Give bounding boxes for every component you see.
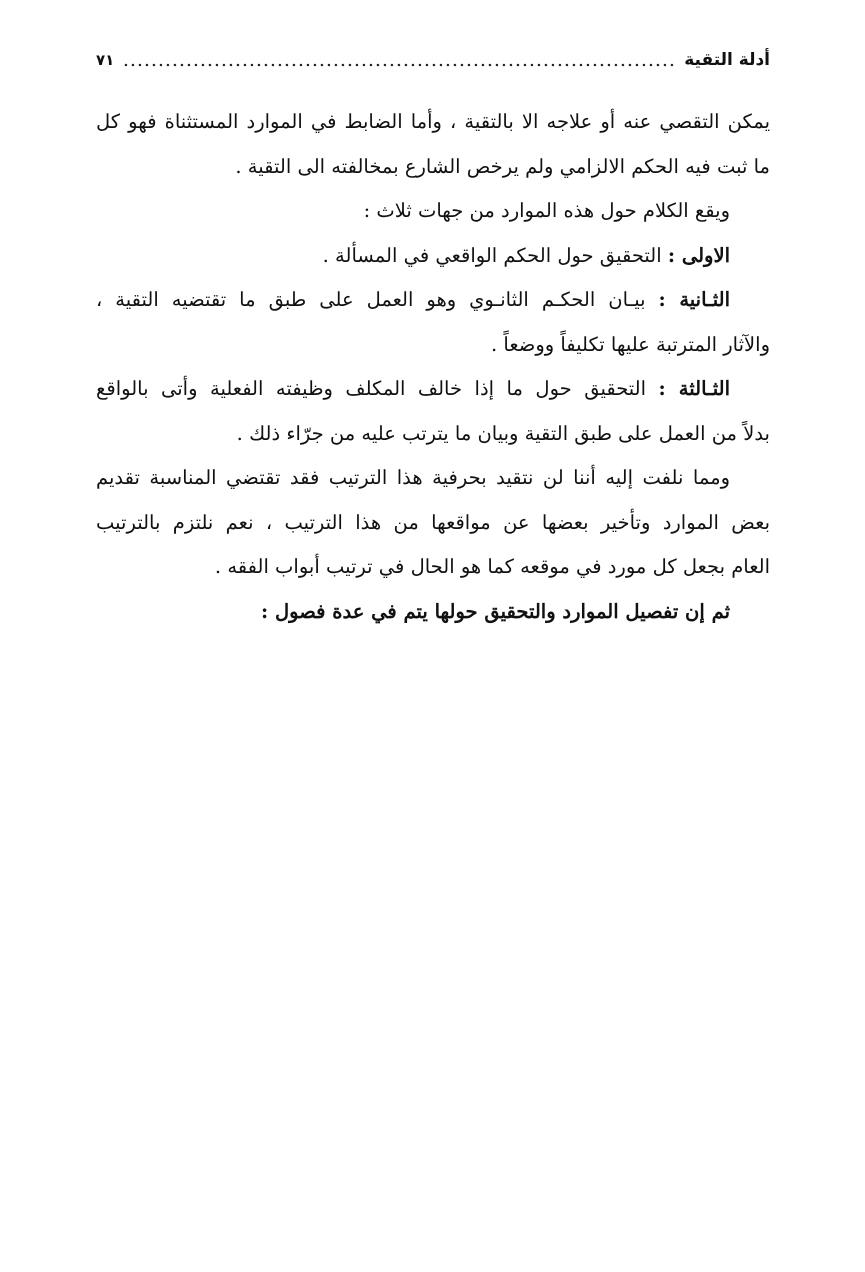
point-text-third: التحقيق حول ما إذا خالف المكلف وظيفته الفعلية وأتى بالواقع <box>96 377 659 400</box>
running-header <box>96 44 770 76</box>
point-text-second: بيـان الحكـم الثانـوي وهو العمل على طبق ما تقتضيه التقية ، <box>96 288 659 311</box>
text-line-10: بعض الموارد وتأخير بعضها عن مواقعها من هذا الترتيب ، نعم نلتزم بالترتيب <box>96 510 770 534</box>
text-line-1: يمكن التقصي عنه أو علاجه الا بالتقية ، وأما الضابط في الموارد المستثناة فهو كل <box>96 110 770 133</box>
text-line-4 <box>96 234 770 279</box>
text-line-3: ويقع الكلام حول هذه الموارد من جهات ثلاث : <box>363 199 730 222</box>
point-label-first: الاولى : <box>667 243 730 267</box>
chapter-title: أدلة التقية <box>684 50 770 70</box>
point-label-second: الثـانية : <box>658 288 731 311</box>
text-line-9: ومما نلفت إليه أننا لن نتقيد بحرفية هذا الترتيب فقد تقتضي المناسبة تقديم <box>96 466 730 489</box>
text-line-5 <box>96 278 770 323</box>
text-line-6: والآثار المترتبة عليها تكليفاً ووضعاً . <box>491 332 770 356</box>
text-line-12: ثم إن تفصيل الموارد والتحقيق حولها يتم في عدة فصول : <box>261 599 730 623</box>
page-body <box>96 100 770 634</box>
text-line-2: ما ثبت فيه الحكم الالزامي ولم يرخص الشارع بمخالفته الى التقية . <box>235 154 770 178</box>
dot-leader <box>122 63 676 67</box>
text-line-8: بدلاً من العمل على طبق التقية وبيان ما يترتب عليه من جرّاء ذلك . <box>236 421 770 445</box>
point-text-first: التحقيق حول الحكم الواقعي في المسألة . <box>322 243 668 267</box>
text-line-11: العام بجعل كل مورد في موقعه كما هو الحال في ترتيب أبواب الفقه . <box>214 555 770 578</box>
page-number: ٧١ <box>96 51 115 69</box>
point-label-third: الثـالثة : <box>658 377 730 400</box>
text-line-7 <box>96 367 770 412</box>
